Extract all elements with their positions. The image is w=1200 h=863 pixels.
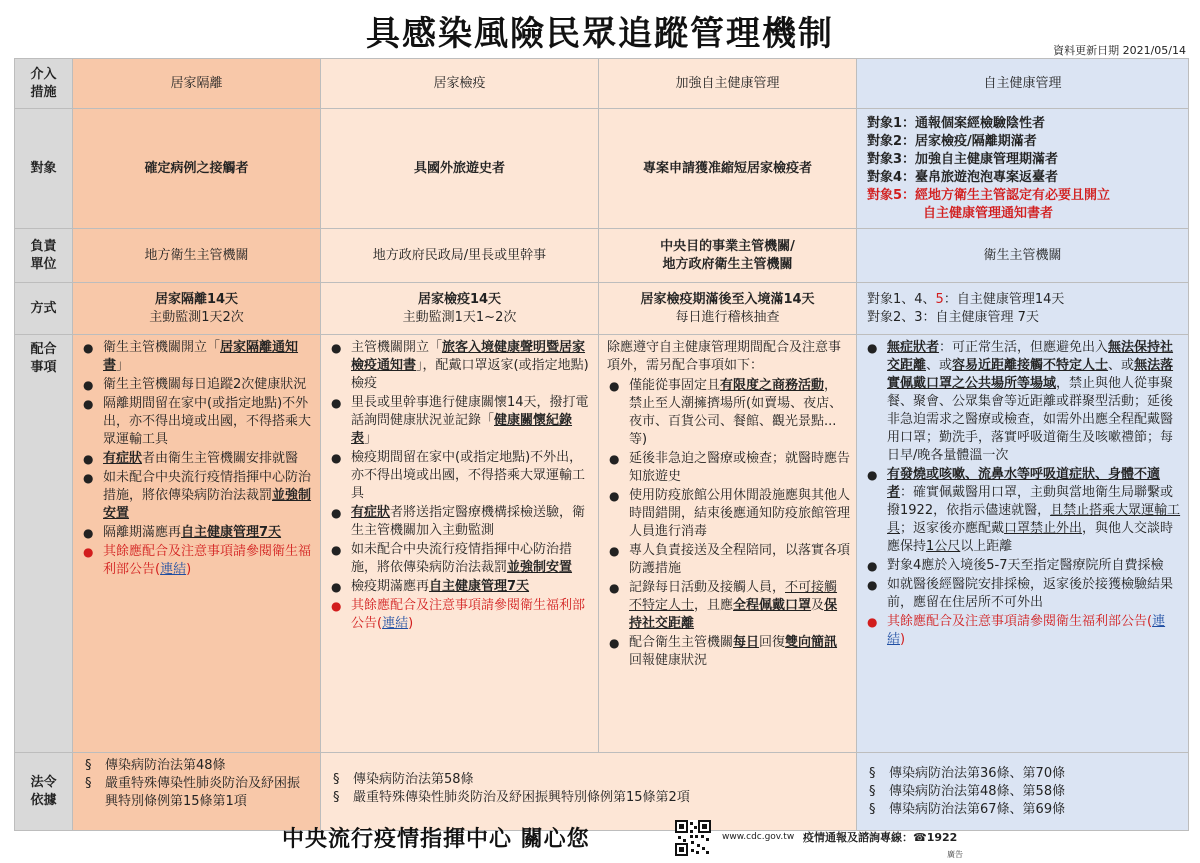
list-item: ● 衛生主管機關每日追蹤2次健康狀況 xyxy=(79,376,314,394)
page-title: 具感染風險民眾追蹤管理機制 xyxy=(366,14,834,54)
row-head-matters: 配合 事項 xyxy=(15,335,73,753)
target-home-quarantine: 具國外旅遊史者 xyxy=(321,109,599,229)
law-row xyxy=(15,753,1189,831)
row-head-target: 對象 xyxy=(15,109,73,229)
target-row xyxy=(15,109,1189,229)
list-item: ● 隔離期滿應再自主健康管理7天 xyxy=(79,524,314,542)
matters-row xyxy=(15,335,1189,753)
list-item: ● 使用防疫旅館公用休閒設施應與其他人時間錯開，結束後應通知防疫旅館管理人員進行消毒 xyxy=(605,487,850,541)
list-item: ● 僅能從事固定且有限度之商務活動，禁止至人潮擁擠場所(如賣場、夜店、夜市、百貨公司、餐館、觀光景點...等) xyxy=(605,377,850,449)
unit-self-health: 衛生主管機關 xyxy=(857,229,1189,283)
list-item: ● 有症狀者將送指定醫療機構採檢送驗，衛生主管機關加入主動監測 xyxy=(327,504,592,540)
website-url[interactable]: www.cdc.gov.tw xyxy=(722,832,795,842)
col-header-enhanced-self-health: 加強自主健康管理 xyxy=(599,59,857,109)
qr-code-icon[interactable] xyxy=(675,820,711,856)
method-row xyxy=(15,283,1189,335)
list-item: ● 隔離期間留在家中(或指定地點)不外出，亦不得出境或出國，不得搭乘大眾運輸工具 xyxy=(79,395,314,449)
announcement-link[interactable]: 連結 xyxy=(887,614,1166,647)
ad-label: 廣告 xyxy=(947,850,963,859)
list-item: ● 里長或里幹事進行健康關懷14天，撥打電話詢問健康狀況並記錄「健康關懷紀錄表」 xyxy=(327,394,592,448)
col-header-home-isolation: 居家隔離 xyxy=(73,59,321,109)
hotline: 疫情通報及諮詢專線：☎1922 xyxy=(803,831,958,844)
list-item: ● 如未配合中央流行疫情指揮中心防治措施，將依傳染病防治法裁罰並強制安置 xyxy=(79,469,314,523)
announcement-link[interactable]: 連結 xyxy=(382,616,409,631)
list-item: ● 如就醫後經醫院安排採檢，返家後於接獲檢驗結果前，應留在住居所不可外出 xyxy=(863,576,1182,612)
row-head-measure: 介入 措施 xyxy=(15,59,73,109)
law-item: § 傳染病防治法第67條、第69條 xyxy=(865,801,1180,819)
matters-intro: 除應遵守自主健康管理期間配合及注意事項外，需另配合事項如下： xyxy=(607,340,842,373)
list-item: ● 無症狀者：可正常生活，但應避免出入無法保持社交距離、或容易近距離接觸不特定人士、或無法落實佩戴口罩之公共場所等場域，禁止與他人從事聚餐、聚會、公眾集會等近距離或群聚型活動；延後非急迫需求之醫療或檢查，如需外出應全程配戴醫用口罩；勤洗手，落實呼吸道衛生及咳嗽禮節；每日早/晚各量體溫一次 xyxy=(863,339,1182,465)
list-item: ● 其餘應配合及注意事項請參閱衛生福利部公告(連結) xyxy=(79,543,314,579)
list-item: ● 對象4應於入境後5-7天至指定醫療院所自費採檢 xyxy=(863,557,1182,575)
list-item: ● 主管機關開立「旅客入境健康聲明暨居家檢疫通知書」，配戴口罩返家(或指定地點)檢疫 xyxy=(327,339,592,393)
method-home-quarantine: 居家檢疫14天 主動監測1天1~2次 xyxy=(321,283,599,335)
law-item: § 傳染病防治法第36條、第70條 xyxy=(865,765,1180,783)
law-quarantine-enhanced xyxy=(321,753,857,831)
list-item: ● 配合衛生主管機關每日回復雙向簡訊回報健康狀況 xyxy=(605,634,850,670)
law-item: § 嚴重特殊傳染性肺炎防治及紓困振興特別條例第15條第2項 xyxy=(329,789,848,807)
row-head-unit: 負責 單位 xyxy=(15,229,73,283)
list-item: ● 檢疫期滿應再自主健康管理7天 xyxy=(327,578,592,596)
method-enhanced: 居家檢疫期滿後至入境滿14天 每日進行稽核抽查 xyxy=(599,283,857,335)
method-self-health: 對象1、4、5：自主健康管理14天 對象2、3：自主健康管理 7天 xyxy=(857,283,1189,335)
list-item: ● 有症狀者由衛生主管機關安排就醫 xyxy=(79,450,314,468)
matters-enhanced xyxy=(599,335,857,753)
law-item: § 傳染病防治法第58條 xyxy=(329,771,848,789)
tracking-table xyxy=(14,58,1189,831)
list-item: ● 檢疫期間留在家中(或指定地點)不外出，亦不得出境或出國，不得搭乘大眾運輸工具 xyxy=(327,449,592,503)
law-self-health xyxy=(857,753,1189,831)
footer-slogan: 中央流行疫情指揮中心 關心您 xyxy=(282,827,590,852)
target-self-health xyxy=(857,109,1189,229)
matters-home-isolation xyxy=(73,335,321,753)
law-item: § 傳染病防治法第48條 xyxy=(81,757,312,775)
target-1: 對象1：通報個案經檢驗陰性者 xyxy=(867,115,1046,131)
row-head-method: 方式 xyxy=(15,283,73,335)
matters-self-health xyxy=(857,335,1189,753)
list-item: ● 專人負責接送及全程陪同，以落實各項防護措施 xyxy=(605,542,850,578)
list-item: ● 衛生主管機關開立「居家隔離通知書」 xyxy=(79,339,314,375)
list-item: ● 有發燒或咳嗽、流鼻水等呼吸道症狀、身體不適者：確實佩戴醫用口罩，主動與當地衛生局聯繫或撥1922，依指示儘速就醫，且禁止搭乘大眾運輸工具；返家後亦應配戴口罩禁止外出，與他人交談時應保持1公尺以上距離 xyxy=(863,466,1182,556)
target-5-cont: 自主健康管理通知書者 xyxy=(923,205,1054,221)
list-item: ● 其餘應配合及注意事項請參閱衛生福利部公告(連結) xyxy=(327,597,592,633)
unit-row xyxy=(15,229,1189,283)
law-item: § 傳染病防治法第48條、第58條 xyxy=(865,783,1180,801)
update-date: 資料更新日期 2021/05/14 xyxy=(1053,44,1186,57)
list-item: ● 其餘應配合及注意事項請參閱衛生福利部公告(連結) xyxy=(863,613,1182,649)
list-item: ● 記錄每日活動及接觸人員，不可接觸不特定人士，且應全程佩戴口罩及保持社交距離 xyxy=(605,579,850,633)
target-enhanced: 專案申請獲准縮短居家檢疫者 xyxy=(599,109,857,229)
target-5: 對象5：經地方衛生主管認定有必要且開立 xyxy=(867,187,1111,203)
method-home-isolation: 居家隔離14天 主動監測1天2次 xyxy=(73,283,321,335)
col-header-home-quarantine: 居家檢疫 xyxy=(321,59,599,109)
list-item: ● 如未配合中央流行疫情指揮中心防治措施，將依傳染病防治法裁罰並強制安置 xyxy=(327,541,592,577)
target-4: 對象4：臺帛旅遊泡泡專案返臺者 xyxy=(867,169,1059,185)
target-2: 對象2：居家檢疫/隔離期滿者 xyxy=(867,133,1037,149)
col-header-self-health: 自主健康管理 xyxy=(857,59,1189,109)
unit-home-quarantine: 地方政府民政局/里長或里幹事 xyxy=(321,229,599,283)
unit-home-isolation: 地方衛生主管機關 xyxy=(73,229,321,283)
unit-enhanced: 中央目的事業主管機關/ 地方政府衛生主管機關 xyxy=(599,229,857,283)
announcement-link[interactable]: 連結 xyxy=(160,562,187,577)
list-item: ● 延後非急迫之醫療或檢查；就醫時應告知旅遊史 xyxy=(605,450,850,486)
target-3: 對象3：加強自主健康管理期滿者 xyxy=(867,151,1059,167)
law-home-isolation xyxy=(73,753,321,831)
law-item: § 嚴重特殊傳染性肺炎防治及紓困振興特別條例第15條第1項 xyxy=(81,775,312,811)
header-row xyxy=(15,59,1189,109)
row-head-law: 法令 依據 xyxy=(15,753,73,831)
matters-home-quarantine xyxy=(321,335,599,753)
target-home-isolation: 確定病例之接觸者 xyxy=(73,109,321,229)
